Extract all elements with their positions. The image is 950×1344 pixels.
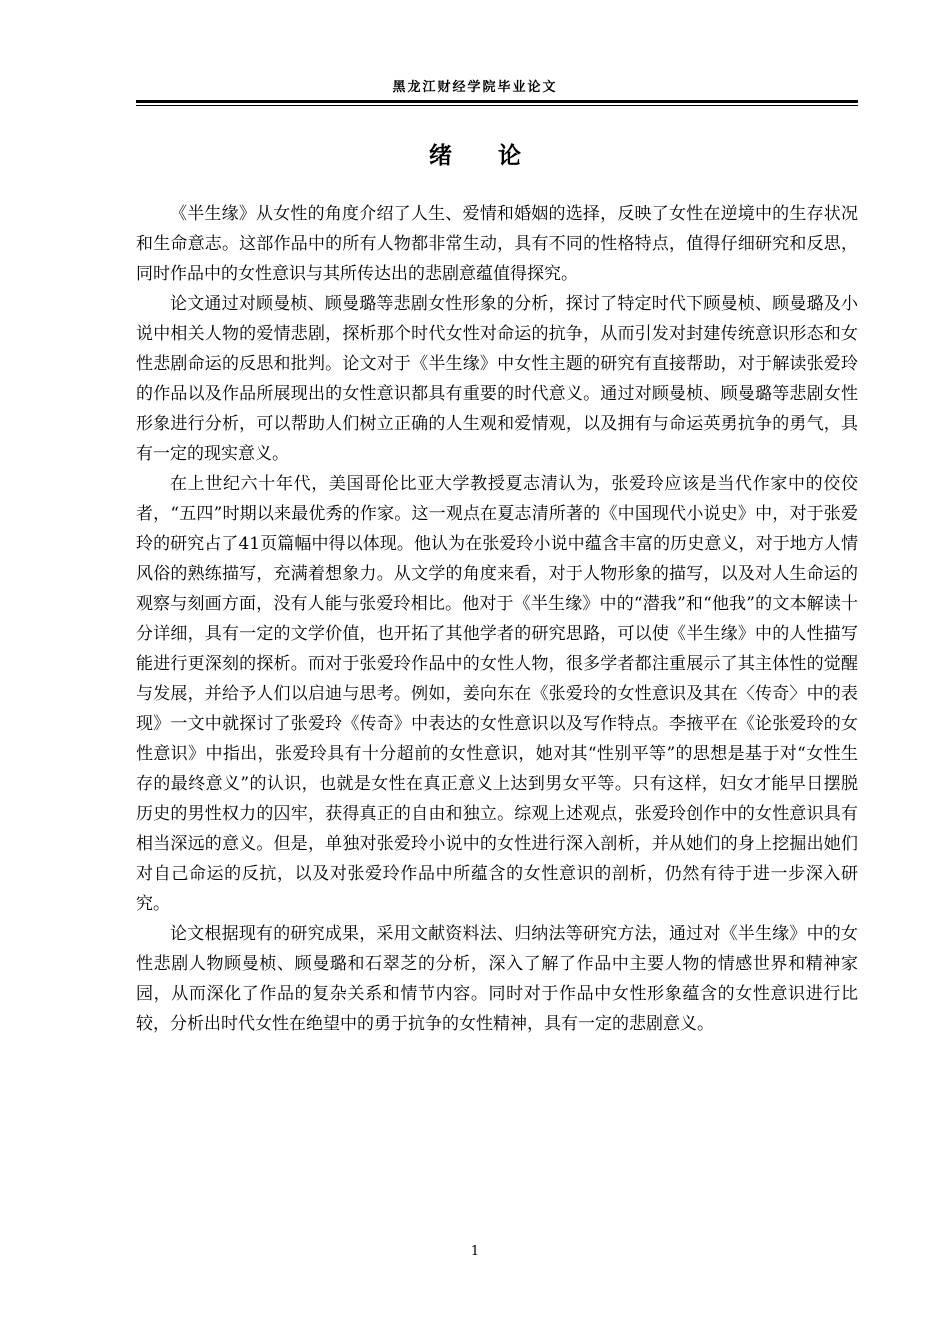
page-header-title: 黑龙江财经学院毕业论文 bbox=[392, 80, 558, 95]
paragraph: 在上世纪六十年代，美国哥伦比亚大学教授夏志清认为，张爱玲应该是当代作家中的佼佼者，“五四”时期以来最优秀的作家。这一观点在夏志清所著的《中国现代小说史》中，对于张爱玲的研究占了41页篇幅中得以体现。他认为在张爱玲小说中蕴含丰富的历史意义，对于地方人情风俗的熟练描写，充满着想象力。从文学的角度来看，对于人物形象的描写，以及对人生命运的观察与刻画方面，没有人能与张爱玲相比。他对于《半生缘》中的“潜我”和“他我”的文本解读十分详细，具有一定的文学价值，也开拓了其他学者的研究思路，可以使《半生缘》中的人性描写能进行更深刻的探析。而对于张爱玲作品中的女性人物，很多学者都注重展示了其主体性的觉醒与发展，并给予人们以启迪与思考。例如，姜向东在《张爱玲的女性意识及其在〈传奇〉中的表现》一文中就探讨了张爱玲《传奇》中表达的女性意识以及写作特点。李掖平在《论张爱玲的女性意识》中指出，张爱玲具有十分超前的女性意识，她对其“性别平等”的思想是基于对“女性生存的最终意义”的认识，也就是女性在真正意义上达到男女平等。只有这样，妇女才能早日摆脱历史的男性权力的囚牢，获得真正的自由和独立。综观上述观点，张爱玲创作中的女性意识具有相当深远的意义。但是，单独对张爱玲小说中的女性进行深入剖析，并从她们的身上挖掘出她们对自己命运的反抗，以及对张爱玲作品中所蕴含的女性意识的剖析，仍然有待于进一步深入研究。 bbox=[136, 474, 858, 914]
paragraph: 论文根据现有的研究成果，采用文献资料法、归纳法等研究方法，通过对《半生缘》中的女性悲剧人物顾曼桢、顾曼璐和石翠芝的分析，深入了解了作品中主要人物的情感世界和精神家园，从而深化了作品的复杂关系和情节内容。同时对于作品中女性形象蕴含的女性意识进行比较，分析出时代女性在绝望中的勇于抗争的女性精神，具有一定的悲剧意义。 bbox=[136, 924, 858, 1034]
header-rule-thick bbox=[136, 100, 858, 103]
page-number: 1 bbox=[470, 1244, 480, 1259]
document-title: 绪论 bbox=[429, 142, 567, 169]
paragraph: 《半生缘》从女性的角度介绍了人生、爱情和婚姻的选择，反映了女性在逆境中的生存状况和生命意志。这部作品中的所有人物都非常生动，具有不同的性格特点，值得仔细研究和反思，同时作品中的女性意识与其所传达出的悲剧意蕴值得探究。 bbox=[136, 204, 858, 284]
document-body bbox=[136, 199, 858, 1039]
header-rule-thin bbox=[136, 105, 858, 106]
paragraph: 论文通过对顾曼桢、顾曼璐等悲剧女性形象的分析，探讨了特定时代下顾曼桢、顾曼璐及小说中相关人物的爱情悲剧，探析那个时代女性对命运的抗争，从而引发对封建传统意识形态和女性悲剧命运的反思和批判。论文对于《半生缘》中女性主题的研究有直接帮助，对于解读张爱玲的作品以及作品所展现出的女性意识都具有重要的时代意义。通过对顾曼桢、顾曼璐等悲剧女性形象进行分析，可以帮助人们树立正确的人生观和爱情观，以及拥有与命运英勇抗争的勇气，具有一定的现实意义。 bbox=[136, 294, 858, 464]
